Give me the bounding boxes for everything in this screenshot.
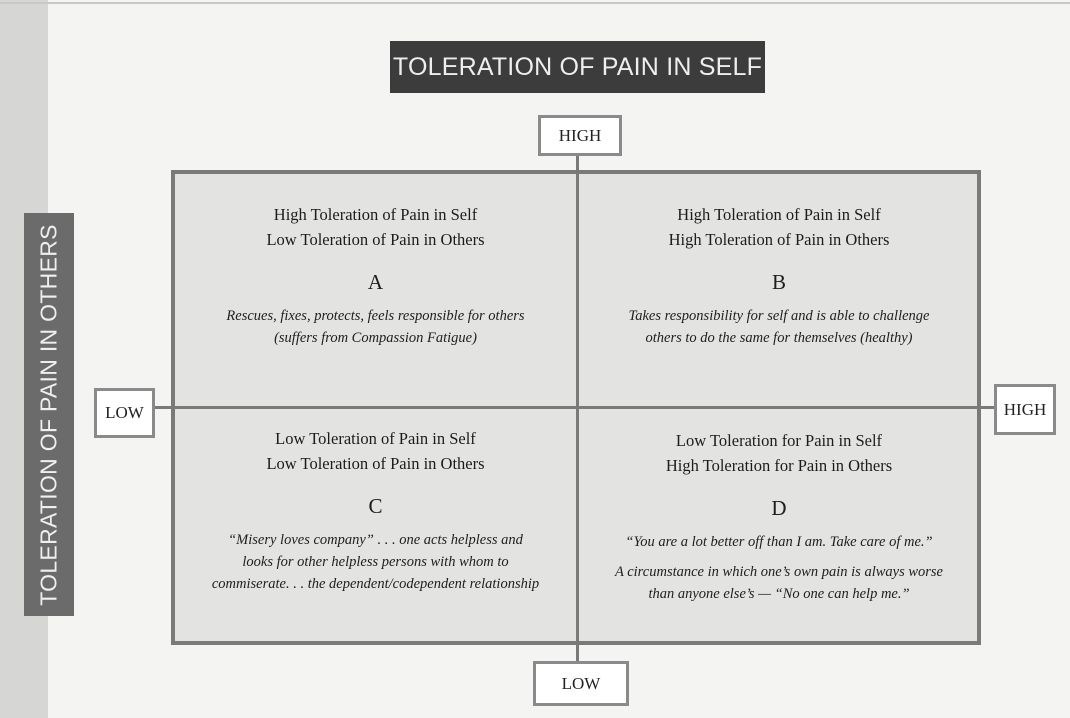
quadrant-d-heading-1: Low Toleration for Pain in Self [675,431,883,450]
quadrant-c-heading-2: Low Toleration of Pain in Others [266,454,485,473]
quadrant-d [579,428,979,605]
title-others [24,213,74,616]
quadrant-d-heading-2: High Toleration for Pain in Others [665,456,893,475]
quadrant-c-heading-1: Low Toleration of Pain in Self [275,429,476,448]
quadrant-a-heading-1: High Toleration of Pain in Self [273,205,478,224]
axis-label-top: HIGH [538,115,622,156]
quadrant-d-desc-1: A circumstance in which one’s own pain is always worse [615,564,943,580]
axis-label-left: LOW [94,388,155,438]
quadrant-c-letter: C [368,494,383,518]
quadrant-d-letter: D [771,496,787,520]
quadrant-d-quote: “You are a lot better off than I am. Take care of me.” [625,534,933,550]
title-self-text: TOLERATION OF PAIN IN SELF [392,52,763,81]
quadrant-b-letter: B [771,270,786,294]
quadrant-a [175,202,576,349]
quadrant-a-desc-1: Rescues, fixes, protects, feels responsible for others [226,308,525,324]
quadrant-a-heading-2: Low Toleration of Pain in Others [266,230,485,249]
quadrant-c-desc-3: commiserate. . . the dependent/codependent relationship [211,576,540,592]
quadrant-a-desc-2: (suffers from Compassion Fatigue) [274,330,477,346]
quadrant-b-heading-2: High Toleration of Pain in Others [668,230,890,249]
quadrant-b-desc-2: others to do the same for themselves (healthy) [645,330,913,346]
quadrant-b-heading-1: High Toleration of Pain in Self [677,205,881,224]
quadrant-b [579,202,979,349]
quadrant-c-desc-1: “Misery loves company” . . . one acts helpless and [228,532,523,548]
axis-label-bottom: LOW [533,661,629,706]
horizontal-axis-line [153,406,996,409]
page-top-rule [0,2,1070,4]
quadrant-b-desc-1: Takes responsibility for self and is able to challenge [628,308,930,324]
title-others-text: TOLERATION OF PAIN IN OTHERS [35,223,62,606]
title-self [390,41,765,93]
quadrant-c-desc-2: looks for other helpless persons with whom to [242,554,509,570]
quadrant-d-desc-2: than anyone else’s — “No one can help me.” [648,586,910,602]
axis-label-right: HIGH [994,384,1056,435]
quadrant-c [175,426,576,595]
quadrant-a-letter: A [367,270,384,294]
